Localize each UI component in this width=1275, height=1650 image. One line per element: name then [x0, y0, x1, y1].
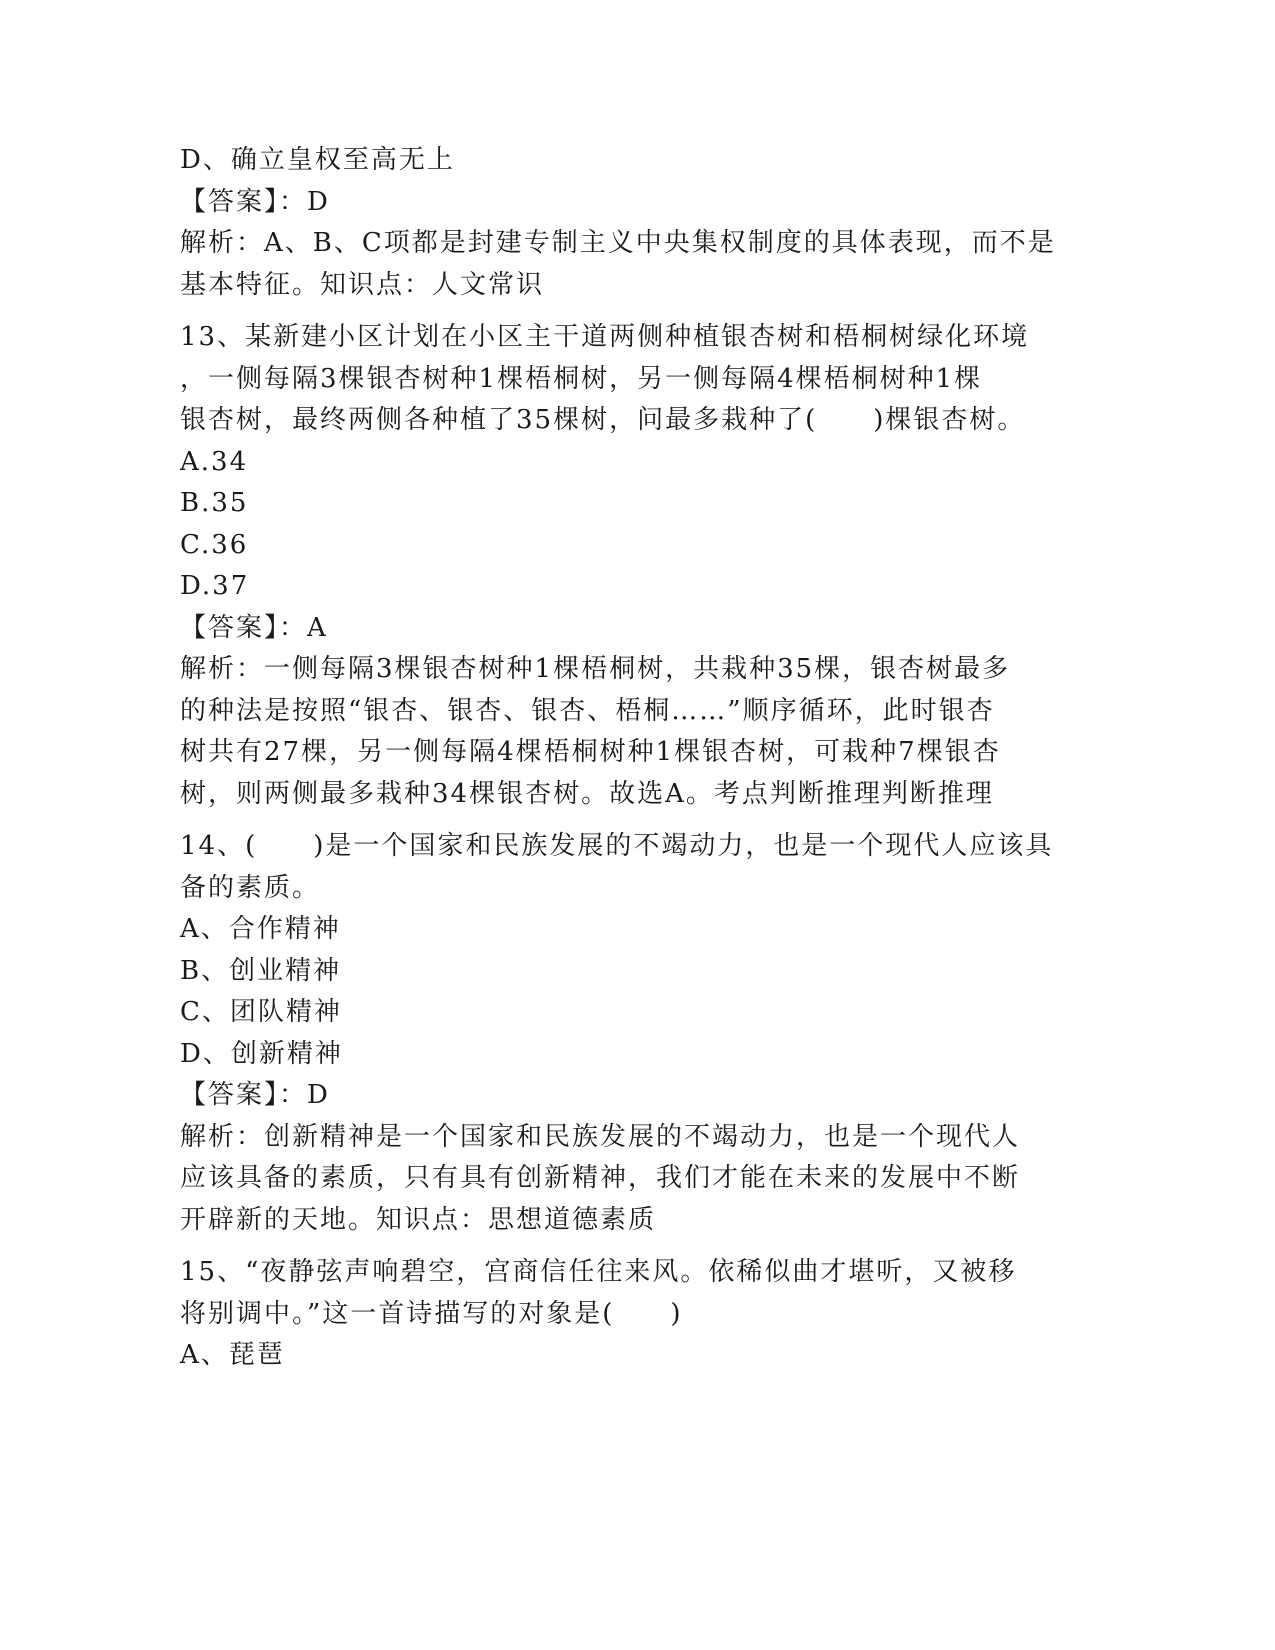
option-a: A、琵琶 [180, 1340, 285, 1370]
analysis-line: 解析：A、B、C项都是封建专制主义中央集权制度的具体表现，而不是 [180, 228, 1056, 258]
analysis-line: 的种法是按照“银杏、银杏、银杏、梧桐……”顺序循环，此时银杏 [180, 695, 995, 726]
analysis-line: 解析：一侧每隔3棵银杏树种1棵梧桐树，共栽种35棵，银杏树最多 [180, 654, 1011, 684]
answer: 【答案】：D [180, 186, 330, 217]
option-a: A、合作精神 [180, 914, 341, 944]
option-d: D.37 [180, 571, 250, 601]
option-c: C、团队精神 [180, 997, 342, 1027]
analysis-line: 应该具备的素质，只有具有创新精神，我们才能在未来的发展中不断 [180, 1163, 1021, 1193]
question-stem-line: 15、“夜静弦声响碧空，宫商信任往来风。依稀似曲才堪听，又被移 [180, 1257, 1017, 1287]
analysis-line: 解析：创新精神是一个国家和民族发展的不竭动力，也是一个现代人 [180, 1121, 1021, 1152]
question-15 [180, 1252, 1060, 1377]
question-stem-line: 将别调中。”这一首诗描写的对象是( ) [180, 1298, 683, 1329]
analysis-line: 树，则两侧最多栽种34棵银杏树。故选A。考点判断推理判断推理 [180, 778, 994, 809]
question-stem-line: 13、某新建小区计划在小区主干道两侧种植银杏树和梧桐树绿化环境 [180, 322, 1030, 352]
answer: 【答案】：D [180, 1080, 330, 1110]
document-page [180, 140, 1060, 1388]
option-b: B.35 [180, 488, 249, 518]
option-d: D、确立皇权至高无上 [180, 145, 455, 175]
question-12-tail [180, 140, 1060, 306]
option-c: C.36 [180, 529, 249, 560]
question-13 [180, 317, 1060, 815]
question-stem-line: 备的素质。 [180, 872, 321, 903]
question-stem-line: ，一侧每隔3棵银杏树种1棵梧桐树，另一侧每隔4棵梧桐树种1棵 [180, 363, 983, 394]
question-stem-line: 银杏树，最终两侧各种植了35棵树，问最多栽种了( )棵银杏树。 [180, 405, 1026, 435]
option-b: B、创业精神 [180, 955, 342, 986]
analysis-line: 树共有27棵，另一侧每隔4棵梧桐树种1棵银杏树，可栽种7棵银杏 [180, 737, 1001, 767]
analysis-line: 开辟新的天地。知识点：思想道德素质 [180, 1204, 657, 1235]
analysis-line: 基本特征。知识点：人文常识 [180, 269, 545, 300]
question-stem-line: 14、( )是一个国家和民族发展的不竭动力，也是一个现代人应该具 [180, 831, 1054, 861]
option-a: A.34 [180, 446, 249, 477]
answer: 【答案】：A [180, 612, 328, 643]
option-d: D、创新精神 [180, 1038, 343, 1069]
question-14 [180, 826, 1060, 1241]
